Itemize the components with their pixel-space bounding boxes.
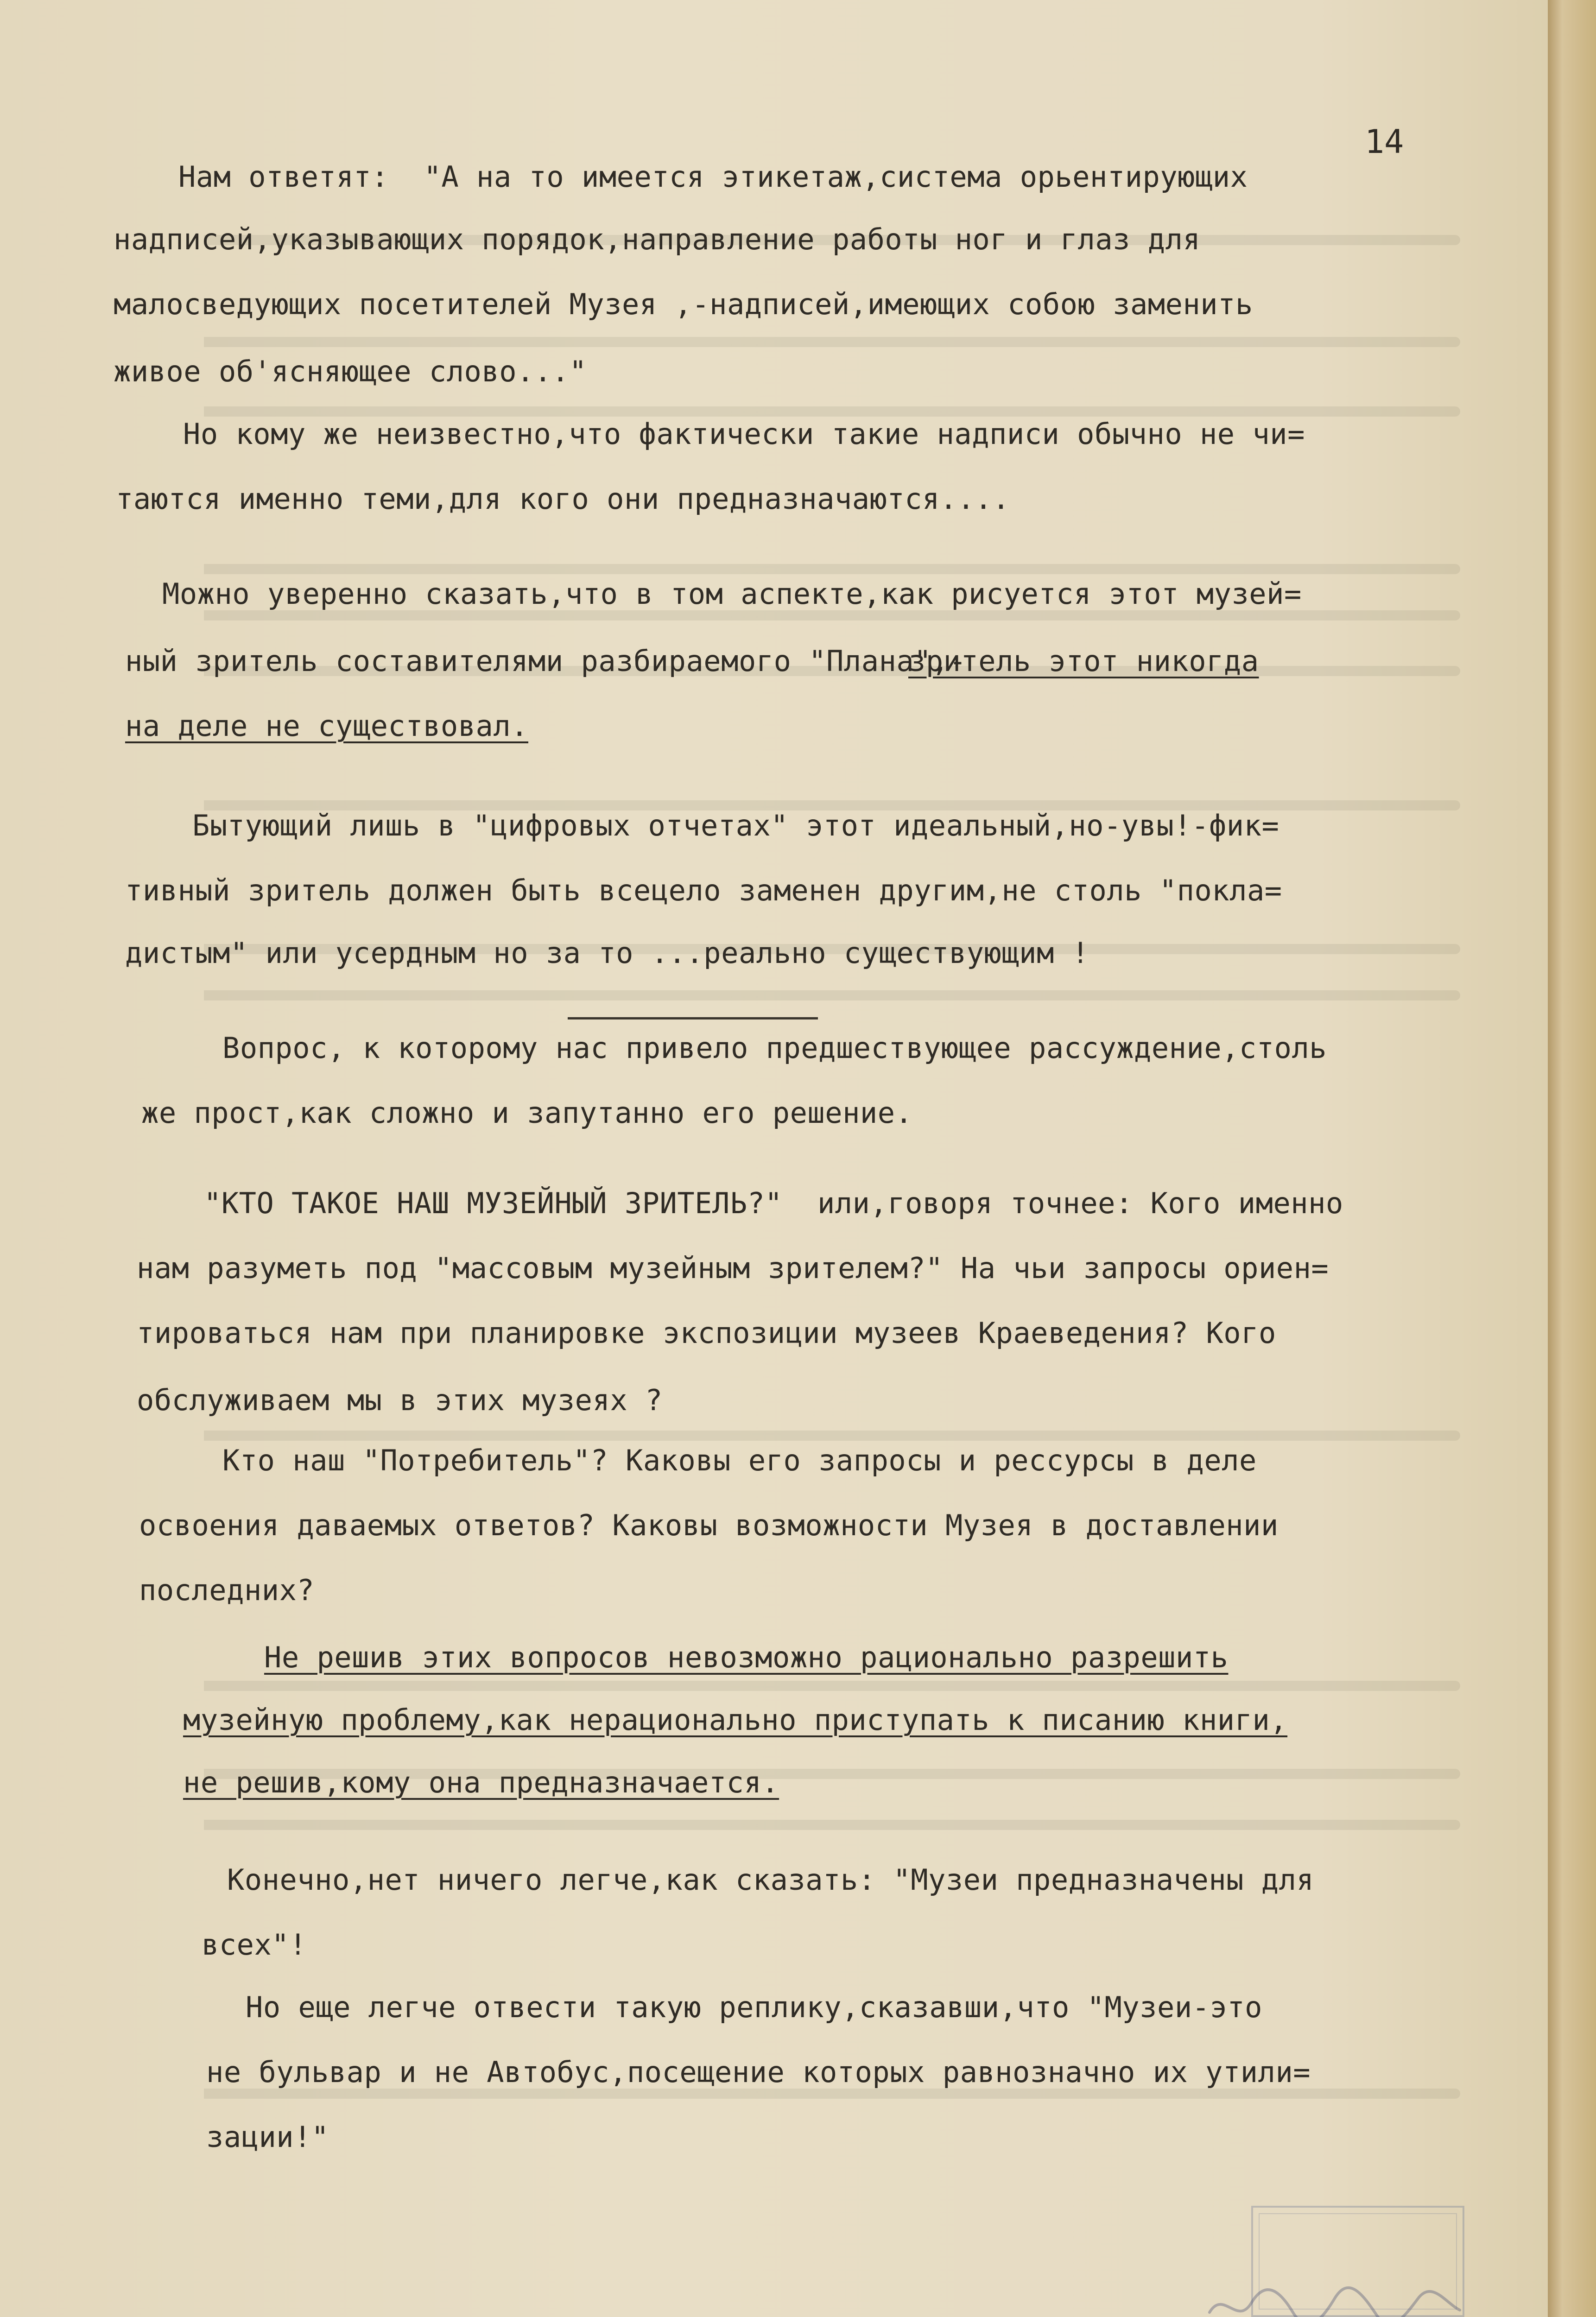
underlined-text: зритель этот никогда	[908, 644, 1259, 678]
underlined-text: музейную проблему,как нерационально приступать к писанию книги,	[183, 1703, 1288, 1737]
text-line: всех"!	[202, 1928, 307, 1962]
text-line: последних?	[139, 1573, 315, 1607]
page-number: 14	[1365, 123, 1404, 161]
text-line: тивный зритель должен быть всецело заменен другим,не столь "покла=	[125, 874, 1282, 907]
text-line: "КТО ТАКОЕ НАШ МУЗЕЙНЫЙ ЗРИТЕЛЬ?" или,говоря точнее: Кого именно	[204, 1186, 1343, 1220]
text-line: Но еще легче отвести такую реплику,сказавши,что "Музеи-это	[246, 1990, 1262, 2024]
text-line: не бульвар и не Автобус,посещение которых равнозначно их утили=	[206, 2055, 1311, 2089]
text-line: нам разуметь под "массовым музейным зрителем?" На чьи запросы ориен=	[137, 1251, 1329, 1285]
underlined-text: не решив,кому она предназначается.	[183, 1766, 779, 1799]
text-line: таются именно теми,для кого они предназначаются....	[116, 482, 1010, 516]
text-line: живое об'ясняющее слово..."	[114, 355, 587, 388]
text-line: зации!"	[206, 2120, 329, 2154]
text-line: освоения даваемых ответов? Каковы возможности Музея в доставлении	[139, 1508, 1279, 1542]
text-line: обслуживаем мы в этих музеях ?	[137, 1383, 663, 1417]
text-line: Конечно,нет ничего легче,как сказать: "Музеи предназначены для	[227, 1863, 1314, 1897]
separator-line	[568, 1017, 818, 1019]
text-line: ный зритель составителями разбираемого "Плана",-	[125, 644, 967, 678]
handwritten-signature	[1205, 2271, 1464, 2317]
text-line: надписей,указывающих порядок,направление работы ног и глаз для	[114, 222, 1201, 256]
underlined-text: на деле не существовал.	[125, 709, 529, 743]
text-line: же прост,как сложно и запутанно его решение.	[141, 1096, 913, 1130]
text-line: Бытующий лишь в "цифровых отчетах" этот идеальный,но-увы!-фик=	[192, 809, 1279, 842]
text-line: Но кому же неизвестно,что фактически такие надписи обычно не чи=	[183, 417, 1305, 451]
underlined-text: Не решив этих вопросов невозможно рационально разрешить	[264, 1640, 1229, 1674]
text-line: малосведующих посетителей Музея ,-надписей,имеющих собою заменить	[114, 287, 1253, 321]
text-line: тироваться нам при планировке экспозиции музеев Краеведения? Кого	[137, 1316, 1276, 1350]
text-line: Кто наш "Потребитель"? Каковы его запросы и рессурсы в деле	[222, 1443, 1257, 1477]
text-line: Вопрос, к которому нас привело предшествующее рассуждение,столь	[222, 1031, 1327, 1065]
text-line: дистым" или усердным но за то ...реально существующим !	[125, 936, 1089, 970]
text-line: Можно уверенно сказать,что в том аспекте,как рисуется этот музей=	[162, 577, 1302, 611]
adjacent-page-edge	[1548, 0, 1596, 2317]
text-line: Нам ответят: "А на то имеется этикетаж,система орьентирующих	[178, 160, 1248, 194]
